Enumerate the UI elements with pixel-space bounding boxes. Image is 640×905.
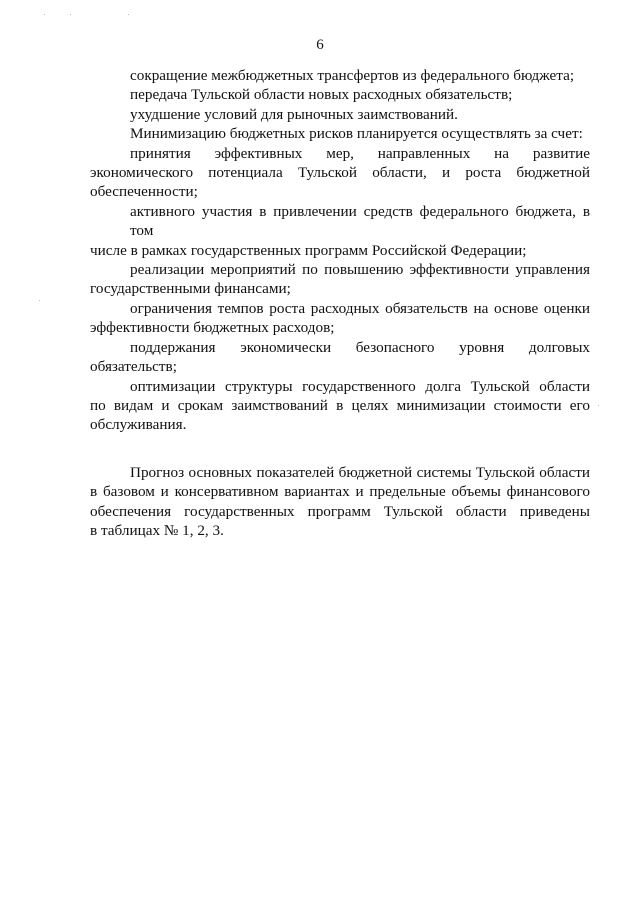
text-line: обязательств; (90, 358, 177, 376)
scan-speck (44, 14, 45, 15)
text-line: реализации мероприятий по повышению эффективности управления (130, 261, 590, 279)
scan-speck (39, 300, 40, 301)
text-line: числе в рамках государственных программ Российской Федерации; (90, 241, 527, 259)
text-line: обслуживания. (90, 416, 187, 434)
text-line: активного участия в привлечении средств федерального бюджета, в том (130, 202, 590, 240)
scan-speck (70, 14, 71, 15)
text-line: Минимизацию бюджетных рисков планируется осуществлять за счет: (130, 125, 583, 143)
scan-speck (598, 405, 599, 406)
scan-speck (128, 14, 129, 15)
text-line: в базовом и консервативном вариантах и предельные объемы финансового (90, 483, 590, 501)
text-line: эффективности бюджетных расходов; (90, 319, 335, 337)
text-line: по видам и срокам заимствований в целях минимизации стоимости его (90, 396, 590, 414)
text-line: в таблицах № 1, 2, 3. (90, 521, 224, 539)
text-line: Прогноз основных показателей бюджетной системы Тульской области (130, 463, 590, 481)
text-line: оптимизации структуры государственного долга Тульской области (130, 377, 590, 395)
text-line: обеспечения государственных программ Тульской области приведены (90, 502, 590, 520)
text-line: сокращение межбюджетных трансфертов из федерального бюджета; (130, 67, 575, 84)
text-line: ограничения темпов роста расходных обязательств на основе оценки (130, 299, 590, 317)
text-line: поддержания экономически безопасного уровня долговых (130, 338, 590, 356)
paragraph-gap (90, 435, 590, 463)
document-body (90, 66, 590, 540)
text-line: принятия эффективных мер, направленных на развитие (130, 144, 590, 162)
text-line: ухудшение условий для рыночных заимствований. (130, 105, 458, 123)
text-line: обеспеченности; (90, 183, 198, 201)
text-line: государственными финансами; (90, 280, 291, 298)
text-line: экономического потенциала Тульской области, и роста бюджетной (90, 164, 590, 182)
text-line: передача Тульской области новых расходных обязательств; (130, 86, 513, 104)
page-number: 6 (316, 37, 324, 53)
